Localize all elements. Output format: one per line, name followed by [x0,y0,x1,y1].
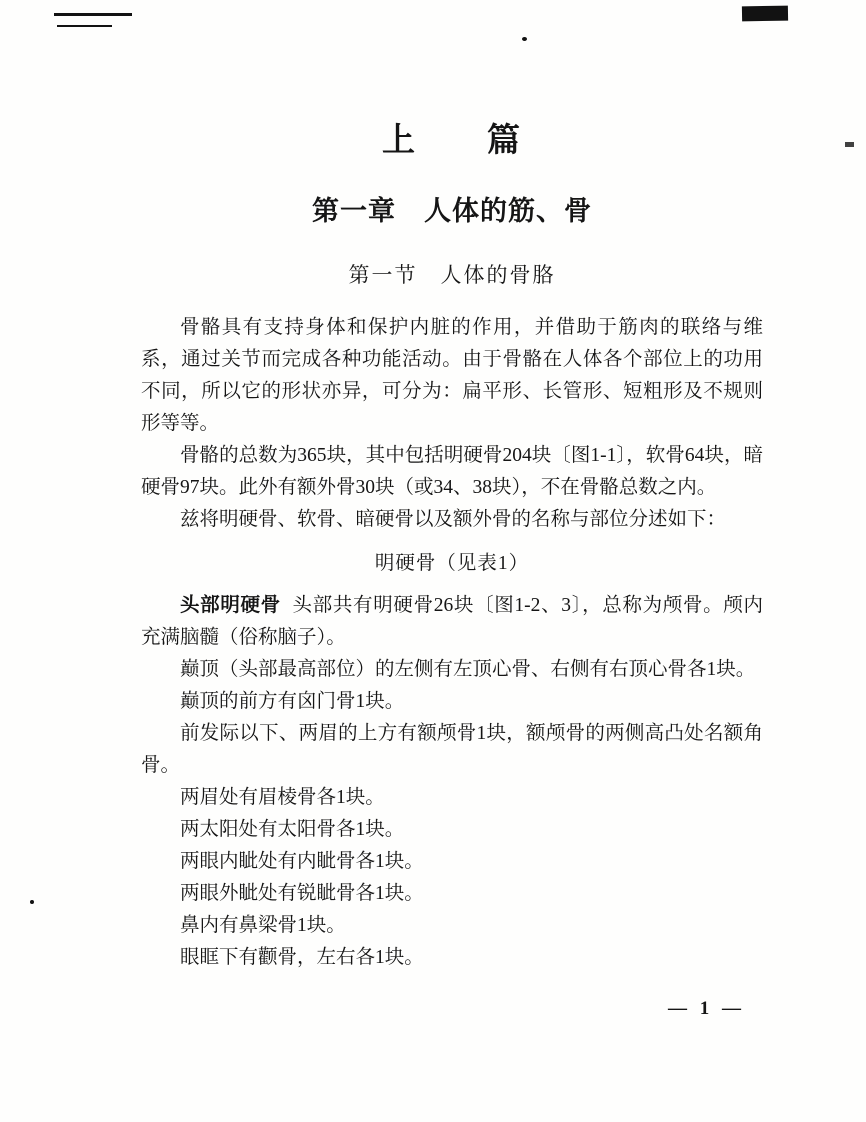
paragraph-body-9: 眼眶下有颧骨，左右各1块。 [180,947,424,968]
scan-mark-right-edge [845,142,854,147]
paragraph-intro-1: 骨骼具有支持身体和保护内脏的作用，并借助于筋肉的联络与维系，通过关节而完成各种功能活动。由于骨骼在人体各个部位上的功用不同，所以它的形状亦异，可分为：扁平形、长管形、短粗形及不规则形等等。 [141,317,763,434]
scan-dot-left-margin [30,900,34,904]
chapter-title: 第一章 人体的筋、骨 [312,196,592,226]
paragraph-lead-text: 头部共有明硬骨26块〔图1-2、3〕，总称为颅骨。颅内充满脑髓（俗称脑子）。 [141,595,763,648]
paragraph-lead-label: 头部明硬骨 [180,595,281,616]
paragraph-body-7: 两眼外眦处有锐眦骨各1块。 [180,883,424,904]
paragraph-body-8: 鼻内有鼻梁骨1块。 [180,915,346,936]
paragraph-body-6: 两眼内眦处有内眦骨各1块。 [180,851,424,872]
page-content [141,120,763,974]
paragraph-head-bones [141,590,763,654]
section-title: 第一节 人体的骨胳 [348,263,556,287]
paragraph-body-1: 巅顶（头部最高部位）的左侧有左顶心骨、右侧有右顶心骨各1块。 [180,659,756,680]
body-text [141,312,763,974]
paragraph-body-5: 两太阳处有太阳骨各1块。 [180,819,405,840]
paragraph-body-3: 前发际以下、两眉的上方有额颅骨1块，额颅骨的两侧高凸处名额角骨。 [141,723,763,776]
part-title: 上 篇 [382,123,522,159]
scan-mark-top-left-2 [57,25,112,27]
scan-dot-top-center [522,37,527,41]
paragraph-body-4: 两眉处有眉棱骨各1块。 [180,787,385,808]
page-number: — 1 — [668,998,745,1019]
paragraph-intro-3: 兹将明硬骨、软骨、暗硬骨以及额外骨的名称与部位分述如下： [180,509,727,530]
subheading: 明硬骨（见表1） [374,553,530,574]
scan-mark-top-left-1 [54,13,132,16]
paragraph-body-2: 巅顶的前方有囟门骨1块。 [180,691,405,712]
scan-mark-top-right [742,6,788,22]
paragraph-intro-2: 骨骼的总数为365块，其中包括明硬骨204块〔图1-1〕，软骨64块，暗硬骨97块。此外有额外骨30块（或34、38块），不在骨骼总数之内。 [141,445,763,498]
